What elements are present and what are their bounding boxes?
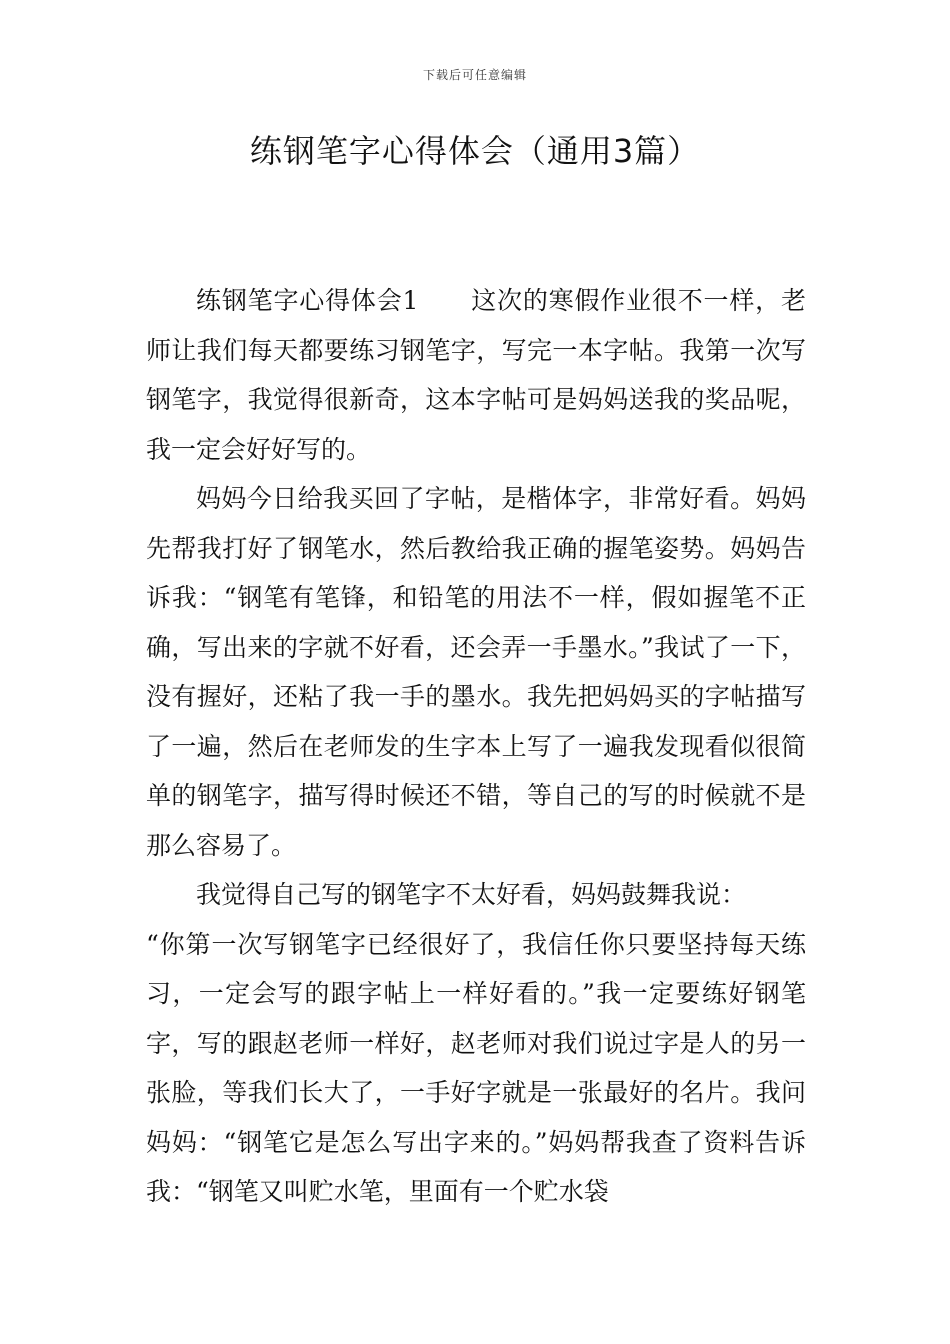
document-body: [146, 276, 806, 1217]
paragraph-2: 妈妈今日给我买回了字帖，是楷体字，非常好看。妈妈先帮我打好了钢笔水，然后教给我正确的握笔姿势。妈妈告诉我：“钢笔有笔锋，和铅笔的用法不一样，假如握笔不正确，写出来的字就不好看，还会弄一手墨水。”我试了一下，没有握好，还粘了我一手的墨水。我先把妈妈买的字帖描写了一遍，然后在老师发的生字本上写了一遍我发现看似很简单的钢笔字，描写得时候还不错，等自己的写的时候就不是那么容易了。: [146, 484, 806, 860]
paragraph-3: 我觉得自己写的钢笔字不太好看，妈妈鼓舞我说：: [196, 880, 747, 909]
header-note: 下载后可任意编辑: [422, 68, 527, 82]
document-title: 练钢笔字心得体会（通用3篇）: [249, 132, 701, 170]
paragraph-1: [146, 276, 806, 474]
section-heading: 练钢笔字心得体会1: [196, 286, 419, 315]
paragraph-4: “你第一次写钢笔字已经很好了，我信任你只要坚持每天练习，一定会写的跟字帖上一样好看的。”我一定要练好钢笔字，写的跟赵老师一样好，赵老师对我们说过字是人的另一张脸，等我们长大了，一手好字就是一张最好的名片。我问妈妈：“钢笔它是怎么写出字来的。”妈妈帮我查了资料告诉我：“钢笔又叫贮水笔，里面有一个贮水袋: [146, 929, 806, 1206]
paragraph-1-text: 这次的寒假作业很不一样，老师让我们每天都要练习钢笔字，写完一本字帖。我第一次写钢笔字，我觉得很新奇，这本字帖可是妈妈送我的奖品呢，我一定会好好写的。: [146, 286, 806, 464]
